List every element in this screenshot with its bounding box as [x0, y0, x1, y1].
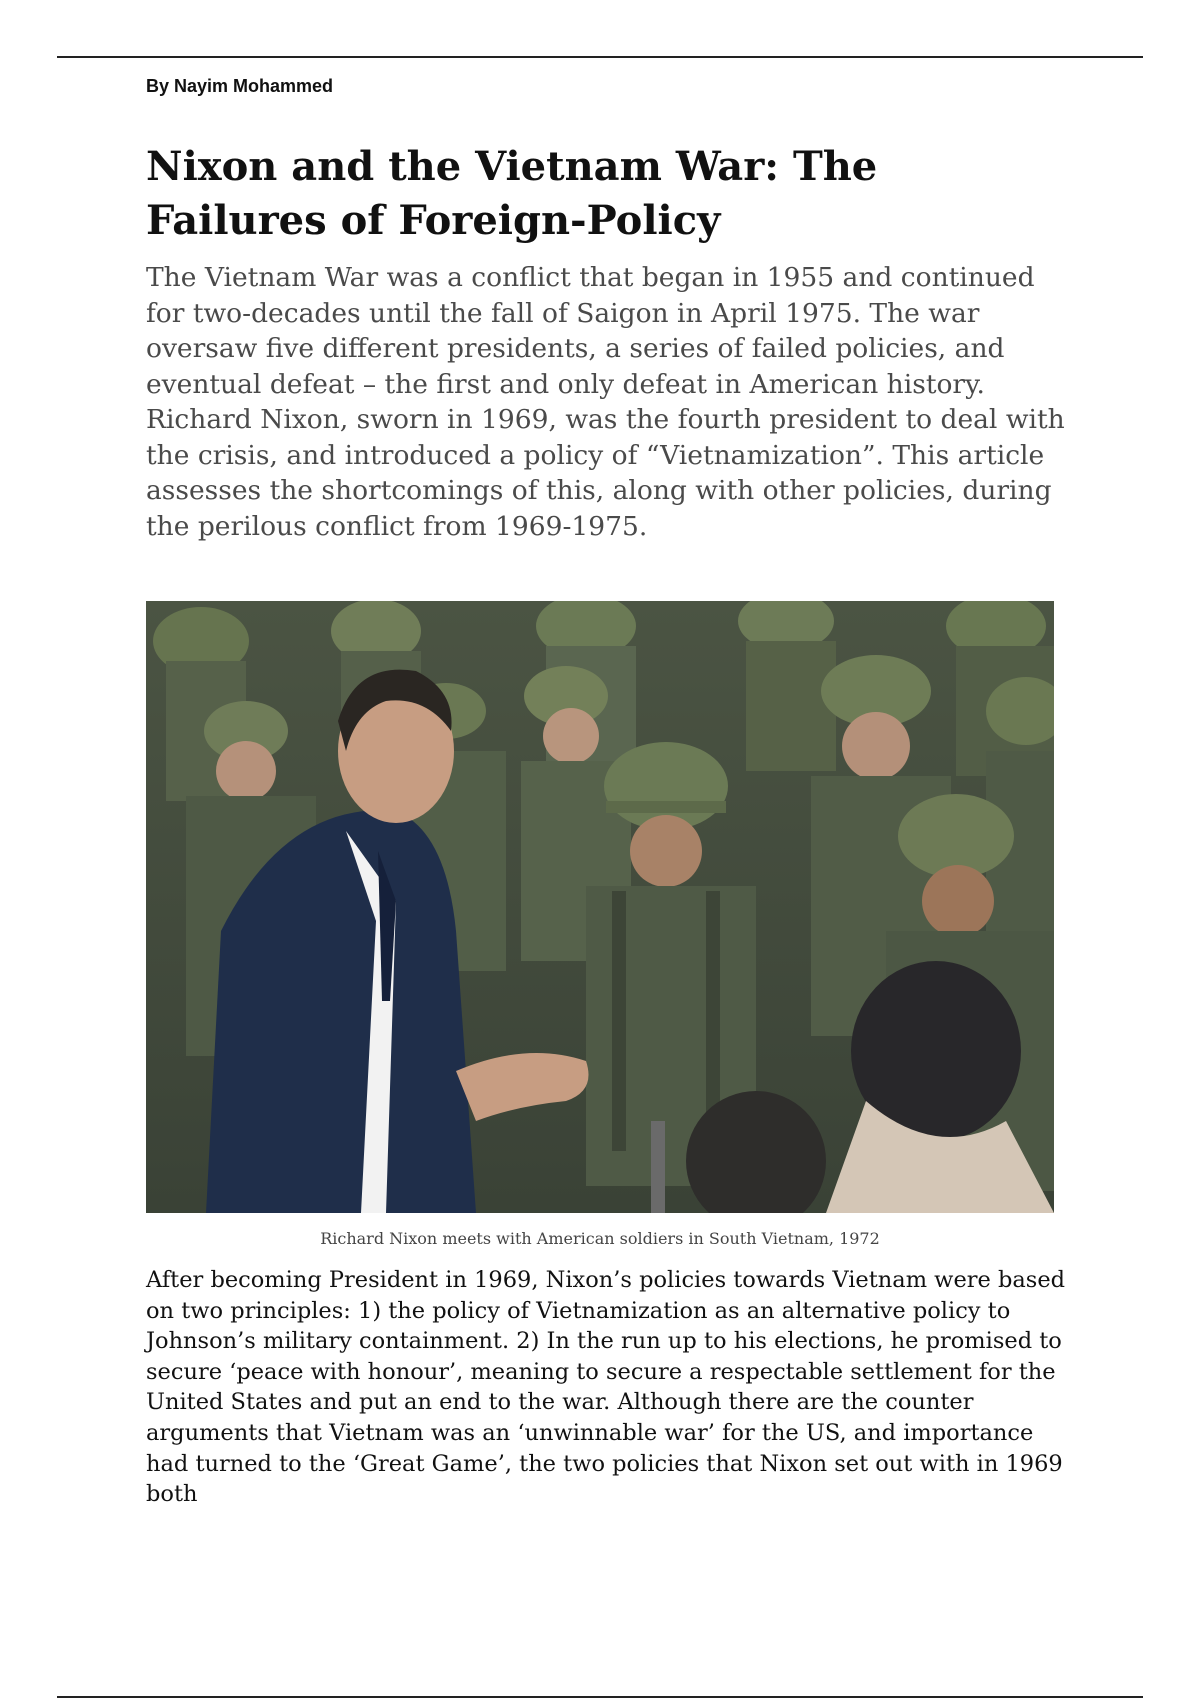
- photo-caption: Richard Nixon meets with American soldiers in South Vietnam, 1972: [320, 1229, 880, 1248]
- article-title: Nixon and the Vietnam War: The Failures of Foreign-Policy: [146, 143, 878, 244]
- article-photo: [146, 601, 1054, 1213]
- article-body: After becoming President in 1969, Nixon’s policies towards Vietnam were based on two principles: 1) the policy of Vietnamization as an alternative policy to Johnson’s military containment. 2) In the run up to his elections, he promised to secure ‘peace with honour’, meaning to secure a respectable settlement for the United States and put an end to the war. Although there are the counter arguments that Vietnam was an ‘unwinnable war’ for the US, and importance had turned to the ‘Great Game’, the two policies that Nixon set out with in 1969 both: [146, 1267, 1066, 1508]
- bottom-rule: [57, 1696, 1143, 1698]
- top-rule: [57, 56, 1143, 58]
- byline: By Nayim Mohammed: [146, 76, 334, 96]
- article-lead: The Vietnam War was a conflict that began in 1955 and continued for two-decades until the fall of Saigon in April 1975. The war oversaw five different presidents, a series of failed policies, and eventual defeat – the first and only defeat in American history. Richard Nixon, sworn in 1969, was the fourth president to deal with the crisis, and introduced a policy of “Vietnamization”. This article assesses the shortcomings of this, along with other policies, during the perilous conflict from 1969-1975.: [146, 262, 1065, 542]
